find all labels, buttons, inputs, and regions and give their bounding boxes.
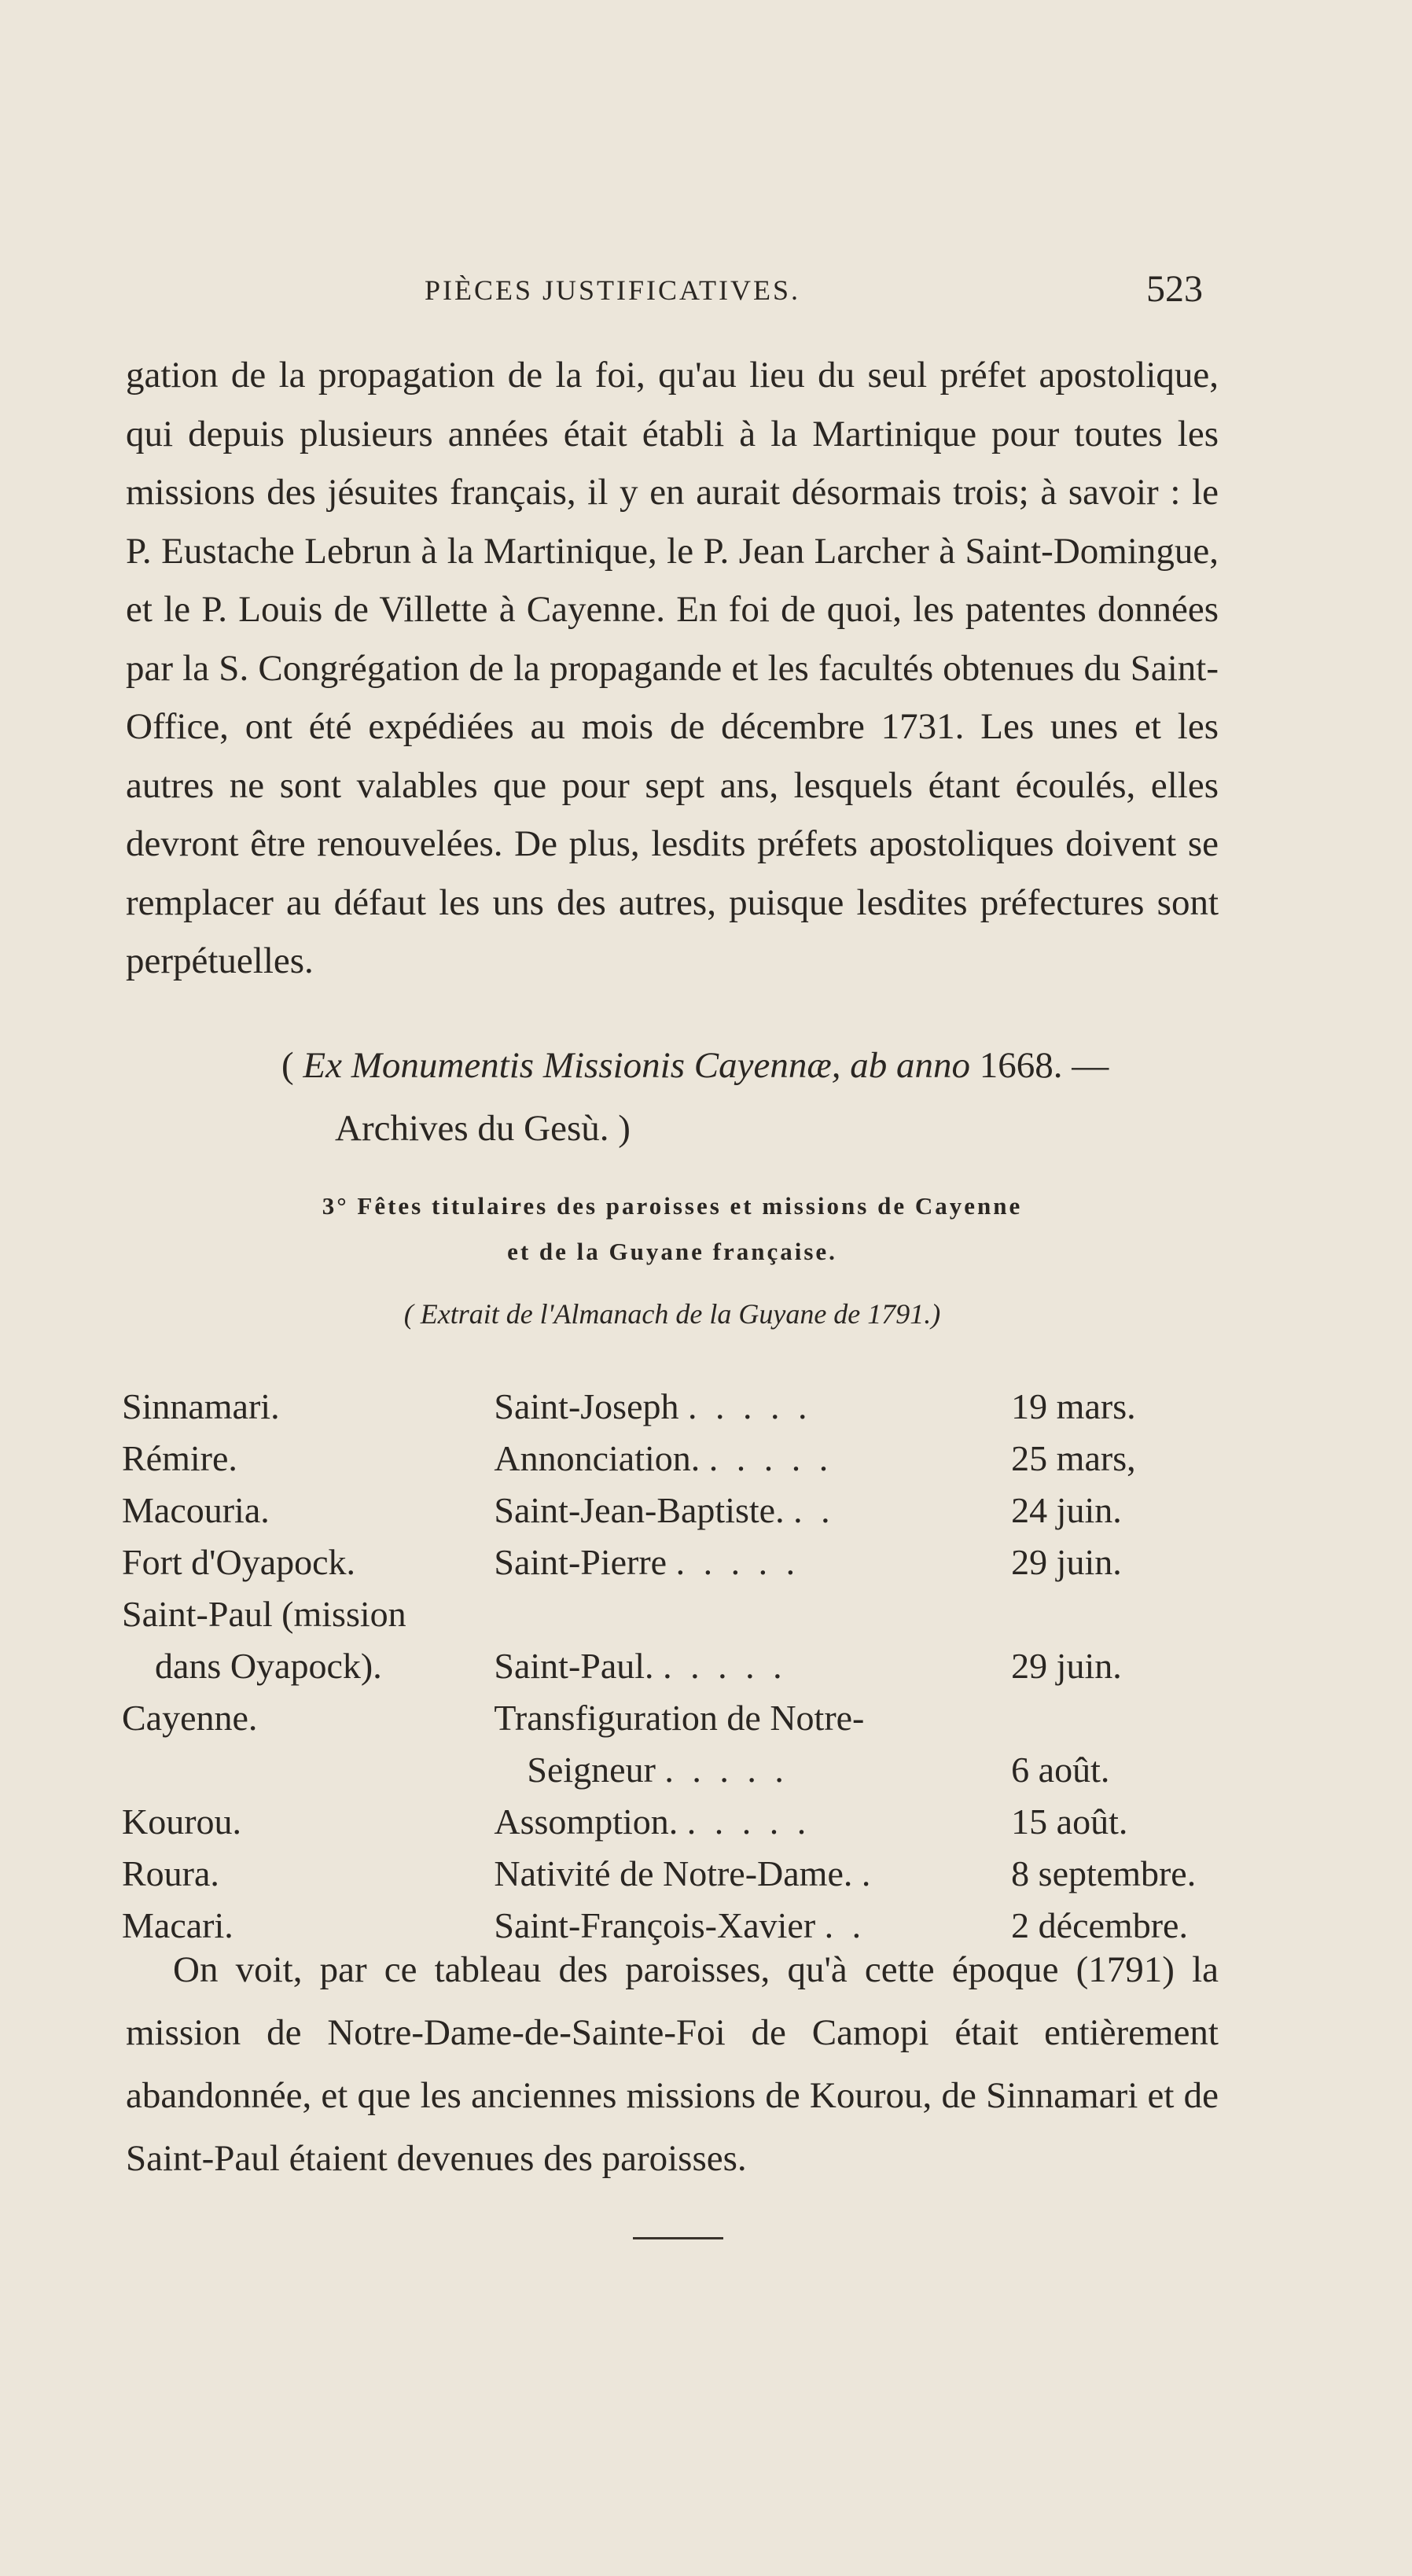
source-note	[281, 1034, 1225, 1160]
table-row	[122, 1380, 1230, 1432]
saint-name: Saint-Joseph	[494, 1386, 679, 1426]
dot-leader: . . . . .	[686, 1801, 811, 1842]
saint-cell	[494, 1847, 1011, 1899]
section-heading-line-2: et de la Guyane française.	[507, 1238, 837, 1265]
saint-name: Saint-François-Xavier	[494, 1904, 816, 1945]
saint-cell	[494, 1432, 1011, 1484]
saint-cell	[494, 1484, 1011, 1536]
feasts-table	[122, 1380, 1230, 1951]
saint-name: Transfiguration de Notre-	[494, 1697, 865, 1738]
date-cell: 2 décembre.	[1011, 1904, 1188, 1945]
dot-leader: . . . . .	[688, 1386, 812, 1426]
saint-cell	[494, 1795, 1011, 1847]
date-cell: 15 août.	[1011, 1801, 1128, 1842]
dot-leader: . .	[824, 1904, 866, 1945]
extract-note: ( Extrait de l'Almanach de la Guyane de 1791.)	[403, 1298, 941, 1330]
table-row	[122, 1536, 1230, 1588]
table-row	[122, 1743, 1230, 1795]
date-cell: 19 mars.	[1011, 1386, 1136, 1426]
saint-name: Annonciation.	[494, 1437, 700, 1478]
source-note-year: 1668. —	[969, 1045, 1109, 1086]
saint-name: Assomption.	[494, 1801, 678, 1842]
source-note-open: (	[281, 1045, 303, 1086]
table-row	[122, 1432, 1230, 1484]
date-cell: 6 août.	[1011, 1749, 1110, 1790]
table-row	[122, 1795, 1230, 1847]
saint-cell	[494, 1743, 1011, 1795]
saint-cell	[494, 1380, 1011, 1432]
date-cell: 25 mars,	[1011, 1437, 1136, 1478]
saint-name: Saint-Pierre	[494, 1541, 667, 1582]
date-cell	[1011, 1691, 1230, 1743]
table-row	[122, 1484, 1230, 1536]
date-cell: 24 juin.	[1011, 1489, 1122, 1530]
saint-name: Seigneur	[527, 1749, 656, 1790]
saint-cell	[494, 1536, 1011, 1588]
page-number: 523	[1146, 268, 1203, 310]
date-cell: 29 juin.	[1011, 1645, 1122, 1686]
place-cell: Kourou.	[122, 1801, 242, 1842]
place-cell: Cayenne.	[122, 1697, 258, 1738]
saint-name: Saint-Paul.	[494, 1645, 654, 1686]
table-row	[122, 1639, 1230, 1691]
saint-name: Nativité de Notre-Dame.	[494, 1853, 853, 1893]
place-cell: Saint-Paul (mission	[122, 1593, 406, 1634]
place-cell	[122, 1743, 494, 1795]
date-cell	[1011, 1588, 1230, 1639]
dot-leader: . . . . .	[663, 1645, 787, 1686]
saint-name: Saint-Jean-Baptiste.	[494, 1489, 785, 1530]
place-cell: dans Oyapock).	[155, 1645, 382, 1686]
date-cell: 8 septembre.	[1011, 1853, 1197, 1893]
place-cell: Macari.	[122, 1904, 233, 1945]
dot-leader: .	[861, 1853, 876, 1893]
running-title: PIÈCES JUSTIFICATIVES.	[425, 274, 801, 306]
source-note-title: Ex Monumentis Missionis Cayennæ, ab anno	[303, 1045, 970, 1086]
place-cell: Rémire.	[122, 1437, 237, 1478]
source-note-archive: Archives du Gesù. )	[335, 1108, 631, 1149]
dot-leader: . .	[793, 1489, 835, 1530]
dot-leader: . . . . .	[664, 1749, 789, 1790]
table-row	[122, 1847, 1230, 1899]
saint-cell	[494, 1639, 1011, 1691]
date-cell: 29 juin.	[1011, 1541, 1122, 1582]
place-cell: Sinnamari.	[122, 1386, 280, 1426]
place-cell: Macouria.	[122, 1489, 270, 1530]
table-row	[122, 1691, 1230, 1743]
paragraph-1: gation de la propagation de la foi, qu'au lieu du seul préfet apostolique, qui depuis plusieurs années était établi à la Martinique pour toutes les missions des jésuites français, il y en aurait désormais trois; à savoir : le P. Eustache Lebrun à la Martinique, le P. Jean Larcher à Saint-Domingue, et le P. Louis de Villette à Cayenne. En foi de quoi, les patentes données par la S. Congrégation de la propagande et les facultés obtenues du Saint-Office, ont été expédiées au mois de décembre 1731. Les unes et les autres ne sont valables que pour sept ans, lesquels étant écoulés, elles devront être renouvelées. De plus, lesdits préfets apostoliques doivent se remplacer au défaut les uns des autres, puisque lesdites préfectures sont perpétuelles.	[126, 355, 1219, 981]
table-row	[122, 1588, 1230, 1639]
dot-leader: . . . . .	[675, 1541, 800, 1582]
section-heading	[126, 1183, 1219, 1275]
paragraph-2: On voit, par ce tableau des paroisses, qu'à cette époque (1791) la mission de Notre-Dame-de-Sainte-Foi de Camopi était entièrement abandonnée, et que les anciennes missions de Kourou, de Sinnamari et de Saint-Paul étaient devenues des paroisses.	[126, 1949, 1219, 2179]
running-head	[425, 267, 1203, 315]
section-heading-line-1: 3° Fêtes titulaires des paroisses et missions de Cayenne	[322, 1192, 1023, 1220]
end-rule	[633, 2237, 723, 2239]
saint-cell	[494, 1588, 1011, 1639]
place-cell: Roura.	[122, 1853, 219, 1893]
saint-cell	[494, 1691, 1011, 1743]
dot-leader: . . . . .	[708, 1437, 833, 1478]
place-cell: Fort d'Oyapock.	[122, 1541, 356, 1582]
